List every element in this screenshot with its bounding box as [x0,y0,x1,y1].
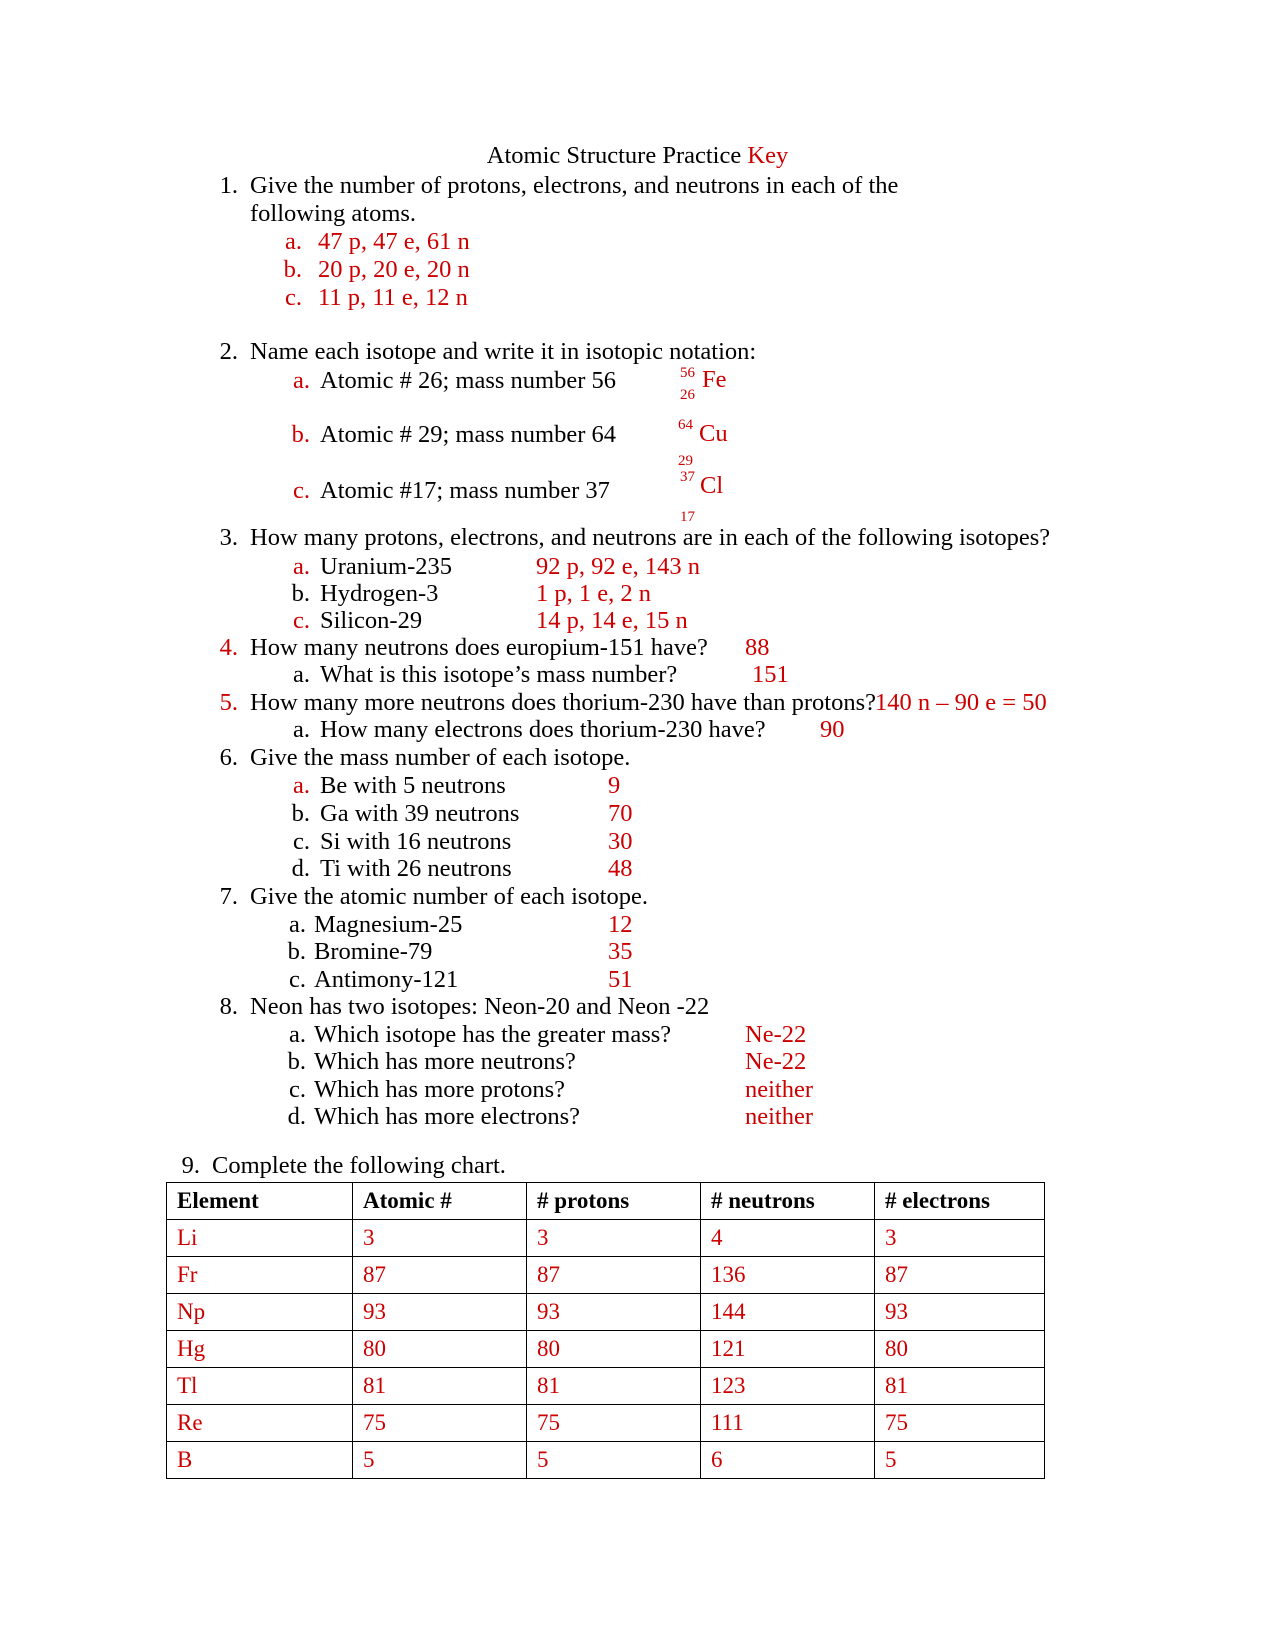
cell-neutrons: 111 [701,1405,875,1442]
cell-atomic-number: 93 [353,1294,527,1331]
question-5-answer: 140 n – 90 e = 50 [875,689,1047,716]
question-6-c-marker: c. [293,828,310,855]
question-4-a-answer: 151 [752,661,789,688]
cell-protons: 81 [527,1368,701,1405]
cell-neutrons: 123 [701,1368,875,1405]
cell-element: Np [167,1294,353,1331]
question-9-number: 9. [181,1152,200,1179]
question-3-c-answer: 14 p, 14 e, 15 n [536,607,688,634]
question-7-b-marker: b. [287,938,306,965]
question-8-b-answer: Ne-22 [745,1048,807,1075]
question-7-b-prompt: Bromine-79 [314,938,433,965]
table-row [167,1442,1045,1479]
question-8-d-marker: d. [287,1103,306,1130]
cell-electrons: 3 [875,1220,1045,1257]
cell-protons: 93 [527,1294,701,1331]
cell-electrons: 81 [875,1368,1045,1405]
column-header-atomic-number: Atomic # [353,1183,527,1220]
question-6-b-marker: b. [291,800,310,827]
question-4-number: 4. [219,634,238,661]
question-3-text: How many protons, electrons, and neutrons are in each of the following isotopes? [250,524,1051,551]
question-3-b-prompt: Hydrogen-3 [320,580,439,607]
question-7-number: 7. [219,883,238,910]
question-1-b-marker: b. [283,256,302,283]
question-3-number: 3. [219,524,238,551]
question-5-a-answer: 90 [820,716,845,743]
column-header-electrons: # electrons [875,1183,1045,1220]
cell-atomic-number: 75 [353,1405,527,1442]
table-row [167,1368,1045,1405]
table-row [167,1220,1045,1257]
cell-element: Re [167,1405,353,1442]
cell-neutrons: 136 [701,1257,875,1294]
cell-electrons: 80 [875,1331,1045,1368]
question-6-b-answer: 70 [608,800,633,827]
question-2-b-mass-number: 64 [678,417,693,433]
cell-protons: 80 [527,1331,701,1368]
question-4-a-marker: a. [293,661,310,688]
cell-atomic-number: 80 [353,1331,527,1368]
table-row [167,1405,1045,1442]
question-2-c-symbol: Cl [700,472,724,499]
question-4-a-prompt: What is this isotope’s mass number? [320,661,678,688]
question-6-a-answer: 9 [608,772,621,799]
cell-electrons: 75 [875,1405,1045,1442]
question-7-c-marker: c. [289,966,306,993]
cell-electrons: 87 [875,1257,1045,1294]
question-8-d-prompt: Which has more electrons? [314,1103,580,1130]
cell-neutrons: 4 [701,1220,875,1257]
column-header-element: Element [167,1183,353,1220]
question-4-text: How many neutrons does europium-151 have? [250,634,708,661]
question-3-b-marker: b. [291,580,310,607]
cell-protons: 3 [527,1220,701,1257]
cell-element: Fr [167,1257,353,1294]
question-6-b-prompt: Ga with 39 neutrons [320,800,520,827]
cell-atomic-number: 5 [353,1442,527,1479]
question-5-a-prompt: How many electrons does thorium-230 have? [320,716,766,743]
question-2-b-prompt: Atomic # 29; mass number 64 [320,421,617,448]
question-3-a-marker: a. [293,553,310,580]
question-7-a-marker: a. [289,911,306,938]
cell-atomic-number: 81 [353,1368,527,1405]
page-title-text: Atomic Structure Practice [486,142,748,169]
question-8-number: 8. [219,993,238,1020]
question-3-b-answer: 1 p, 1 e, 2 n [536,580,651,607]
question-1-a-answer: 47 p, 47 e, 61 n [318,228,470,255]
question-8-a-answer: Ne-22 [745,1021,807,1048]
question-6-d-marker: d. [291,855,310,882]
question-8-d-answer: neither [745,1103,814,1130]
question-6-c-answer: 30 [608,828,633,855]
chart-container [166,1182,1044,1479]
question-9-text: Complete the following chart. [212,1152,506,1179]
question-5-a-marker: a. [293,716,310,743]
question-6-d-prompt: Ti with 26 neutrons [320,855,512,882]
cell-element: Tl [167,1368,353,1405]
cell-neutrons: 6 [701,1442,875,1479]
question-2-c-mass-number: 37 [680,469,695,485]
question-2-c-atomic-number: 17 [680,509,695,525]
question-3-c-marker: c. [293,607,310,634]
cell-electrons: 5 [875,1442,1045,1479]
table-row [167,1294,1045,1331]
column-header-protons: # protons [527,1183,701,1220]
cell-atomic-number: 3 [353,1220,527,1257]
question-2-text: Name each isotope and write it in isotopic notation: [250,338,757,365]
table-row [167,1257,1045,1294]
question-8-c-marker: c. [289,1076,306,1103]
cell-protons: 75 [527,1405,701,1442]
question-2-a-symbol: Fe [702,366,727,393]
question-7-c-answer: 51 [608,966,633,993]
question-2-a-mass-number: 56 [680,365,695,381]
question-6-number: 6. [219,744,238,771]
question-3-a-answer: 92 p, 92 e, 143 n [536,553,700,580]
question-2-c-prompt: Atomic #17; mass number 37 [320,477,610,504]
question-3-c-prompt: Silicon-29 [320,607,423,634]
question-1-a-marker: a. [285,228,302,255]
question-1-number: 1. [219,172,238,199]
question-1-c-answer: 11 p, 11 e, 12 n [318,284,468,311]
question-6-text: Give the mass number of each isotope. [250,744,631,771]
question-7-b-answer: 35 [608,938,633,965]
page-title-key: Key [747,142,789,169]
question-2-a-marker: a. [293,367,310,394]
cell-element: Hg [167,1331,353,1368]
question-2-b-symbol: Cu [699,420,728,447]
column-header-neutrons: # neutrons [701,1183,875,1220]
question-8-c-prompt: Which has more protons? [314,1076,566,1103]
table-row [167,1331,1045,1368]
cell-element: B [167,1442,353,1479]
question-8-text: Neon has two isotopes: Neon-20 and Neon -22 [250,993,710,1020]
cell-atomic-number: 87 [353,1257,527,1294]
question-4-answer: 88 [745,634,770,661]
question-2-c-marker: c. [293,477,310,504]
table-header-row [167,1183,1045,1220]
question-7-a-answer: 12 [608,911,633,938]
question-2-b-marker: b. [291,421,310,448]
question-2-a-atomic-number: 26 [680,387,695,403]
cell-protons: 87 [527,1257,701,1294]
question-6-a-marker: a. [293,772,310,799]
question-1-text: Give the number of protons, electrons, and neutrons in each of the following atoms. [250,172,899,228]
question-8-b-prompt: Which has more neutrons? [314,1048,576,1075]
question-2-a-prompt: Atomic # 26; mass number 56 [320,367,617,394]
question-8-c-answer: neither [745,1076,814,1103]
cell-neutrons: 144 [701,1294,875,1331]
question-7-text: Give the atomic number of each isotope. [250,883,648,910]
question-3-a-prompt: Uranium-235 [320,553,452,580]
question-7-c-prompt: Antimony-121 [314,966,459,993]
cell-protons: 5 [527,1442,701,1479]
cell-neutrons: 121 [701,1331,875,1368]
cell-electrons: 93 [875,1294,1045,1331]
cell-element: Li [167,1220,353,1257]
question-8-b-marker: b. [287,1048,306,1075]
question-6-c-prompt: Si with 16 neutrons [320,828,512,855]
question-7-a-prompt: Magnesium-25 [314,911,463,938]
question-2-number: 2. [219,338,238,365]
question-6-a-prompt: Be with 5 neutrons [320,772,506,799]
question-6-d-answer: 48 [608,855,633,882]
question-8-a-prompt: Which isotope has the greater mass? [314,1021,672,1048]
page-title [0,142,1275,169]
question-1-c-marker: c. [285,284,302,311]
question-8-a-marker: a. [289,1021,306,1048]
question-1-b-answer: 20 p, 20 e, 20 n [318,256,470,283]
isotope-chart-table [166,1182,1045,1479]
question-5-text: How many more neutrons does thorium-230 have than protons? [250,689,876,716]
question-5-number: 5. [219,689,238,716]
question-2-b-atomic-number: 29 [678,453,693,469]
